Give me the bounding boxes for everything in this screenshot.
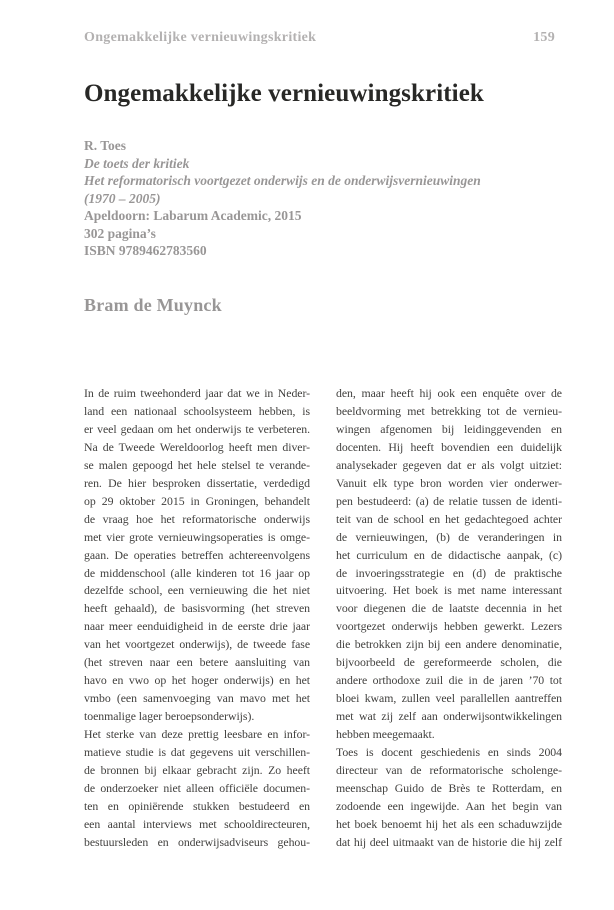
body-text-line: de vraag hoe het reformatorische onderwijs — [84, 511, 310, 526]
body-text-line: bloei kwam, zullen veel parallellen aantreffen — [336, 691, 562, 706]
body-text-line: met vier grote vernieuwingsoperaties is omge- — [84, 529, 310, 544]
body-text-line: de middenschool (alle kinderen tot 16 jaar op — [84, 565, 310, 580]
body-text-line: den, maar heeft hij ook een enquête over de — [336, 386, 562, 400]
body-text-line: heeft gehaald), de basisvorming (het streven — [84, 601, 310, 616]
book-isbn: ISBN 9789462783560 — [84, 243, 207, 258]
body-text-line: land een nationaal schoolsysteem hebben, is — [84, 403, 310, 418]
book-title: De toets der kritiek — [84, 155, 190, 171]
body-text-line: ren. De hier besproken dissertatie, verdedigd — [84, 475, 310, 490]
body-right-column — [336, 385, 562, 852]
body-text-line: dezelfde school, een vernieuwing die het niet — [84, 583, 310, 598]
body-text-line: voor diegenen die de laatste decennia in het — [336, 601, 562, 616]
body-text-line: met wat zij zelf aan onderwijsontwikkelingen — [336, 709, 562, 724]
body-text-line: meenschap Guido de Brès te Rotterdam, en — [336, 780, 562, 795]
body-text-line: havo en vwo op het hoger onderwijs) en het — [84, 673, 310, 688]
body-text-line: In de ruim tweehonderd jaar dat we in Neder- — [84, 386, 310, 400]
body-text-line: bijvoorbeeld de gereformeerde scholen, die — [336, 655, 562, 670]
book-subtitle: Het reformatorisch voortgezet onderwijs en de onderwijsvernieuwingen — [84, 173, 481, 188]
body-text-line: hebben meegemaakt. — [336, 727, 435, 742]
body-text-line: Toes is docent geschiedenis en sinds 2004 — [336, 745, 562, 760]
body-text-line: voortgezet onderwijs hebben gewerkt. Lezers — [336, 619, 562, 634]
body-text-line: van het voortgezet onderwijs), de tweede fase — [84, 637, 310, 652]
body-text-line: uitvoering. Het boek is met name interessant — [336, 583, 562, 598]
body-text-line: toenmalige lager beroepsonderwijs). — [84, 709, 255, 724]
body-text-line: zodoende een ingewijde. Aan het begin van — [336, 798, 562, 813]
body-text-line: de vernieuwingen, (b) de veranderingen in — [336, 529, 562, 544]
book-years: (1970 – 2005) — [84, 190, 161, 206]
body-text-line: dat hij deel uitmaakt van de historie die hij zelf — [336, 834, 562, 849]
book-author: R. Toes — [84, 138, 127, 153]
body-text-line: de invoeringsstrategie en (d) de praktische — [336, 565, 562, 580]
body-text-line: Vanuit elk type bron worden vier onderwer- — [336, 475, 562, 490]
body-left-column — [84, 385, 310, 852]
body-text-line: de onderzoeker niet alleen officiële documen- — [84, 780, 310, 795]
body-text-line: se malen gepoogd het hele stelsel te verande- — [84, 457, 310, 472]
body-text-line: een aantal interviews met schooldirecteuren, — [84, 816, 310, 831]
body-text-line: bestuursleden en onderwijsadviseurs gehou- — [84, 834, 310, 849]
reviewer-name: Bram de Muynck — [84, 295, 222, 315]
page-number: 159 — [533, 30, 555, 45]
body-text-line: teit van de school en het gedachtegoed achter — [336, 511, 562, 526]
book-publisher: Apeldoorn: Labarum Academic, 2015 — [84, 208, 302, 223]
body-text-line: andere orthodoxe zuil die in de jaren ’70 tot — [336, 673, 562, 688]
body-text-line: naar meer eenduidigheid in de eerste drie jaar — [84, 619, 310, 634]
running-header-title: Ongemakkelijke vernieuwingskritiek — [84, 30, 317, 45]
review-title: Ongemakkelijke vernieuwingskritiek — [84, 80, 484, 107]
body-text-line: het curriculum en de didactische aanpak, (c) — [336, 547, 562, 562]
body-text-line: wingen afgenomen bij leidinggevenden en — [336, 421, 562, 436]
body-text-line: matieve studie is dat gegevens uit verschillen- — [84, 745, 310, 760]
body-text-line: op 29 oktober 2015 in Groningen, behandelt — [84, 493, 310, 508]
body-text-line: directeur van de reformatorische scholenge- — [336, 763, 562, 778]
body-text-line: vmbo (een samenvoeging van mavo met het — [84, 691, 310, 706]
body-text-line: het boek benoemt hij het als een schaduwzijde — [336, 816, 562, 831]
body-text-line: die betrokken zijn bij een andere denominatie, — [336, 637, 562, 652]
book-page-count: 302 pagina’s — [84, 225, 156, 241]
body-text-line: (het streven naar een betere aansluiting van — [84, 655, 310, 670]
body-text-line: er veel gedaan om het onderwijs te verbeteren. — [84, 421, 310, 436]
body-text-line: Na de Tweede Wereldoorlog heeft men diver- — [84, 439, 310, 454]
body-text-line: Het sterke van deze prettig leesbare en infor- — [84, 727, 310, 742]
body-text-line: docenten. Hij heeft bovendien een duidelijk — [336, 439, 562, 454]
body-text-line: analysekader gegeven dat er als volgt uitziet: — [336, 457, 562, 472]
body-text-line: pen bestudeerd: (a) de relatie tussen de identi- — [336, 493, 562, 508]
review-body — [84, 385, 562, 852]
body-text-line: de bronnen bij elkaar gebracht zijn. Zo heeft — [84, 763, 310, 778]
body-text-line: gaan. De operaties betreffen achtereenvolgens — [84, 547, 310, 562]
running-header — [84, 30, 555, 46]
book-meta-block — [84, 137, 481, 260]
body-text-line: beeldvorming met betrekking tot de vernieu- — [336, 403, 562, 418]
body-text-line: ten en opiniërende stukken bestudeerd en — [84, 798, 310, 813]
